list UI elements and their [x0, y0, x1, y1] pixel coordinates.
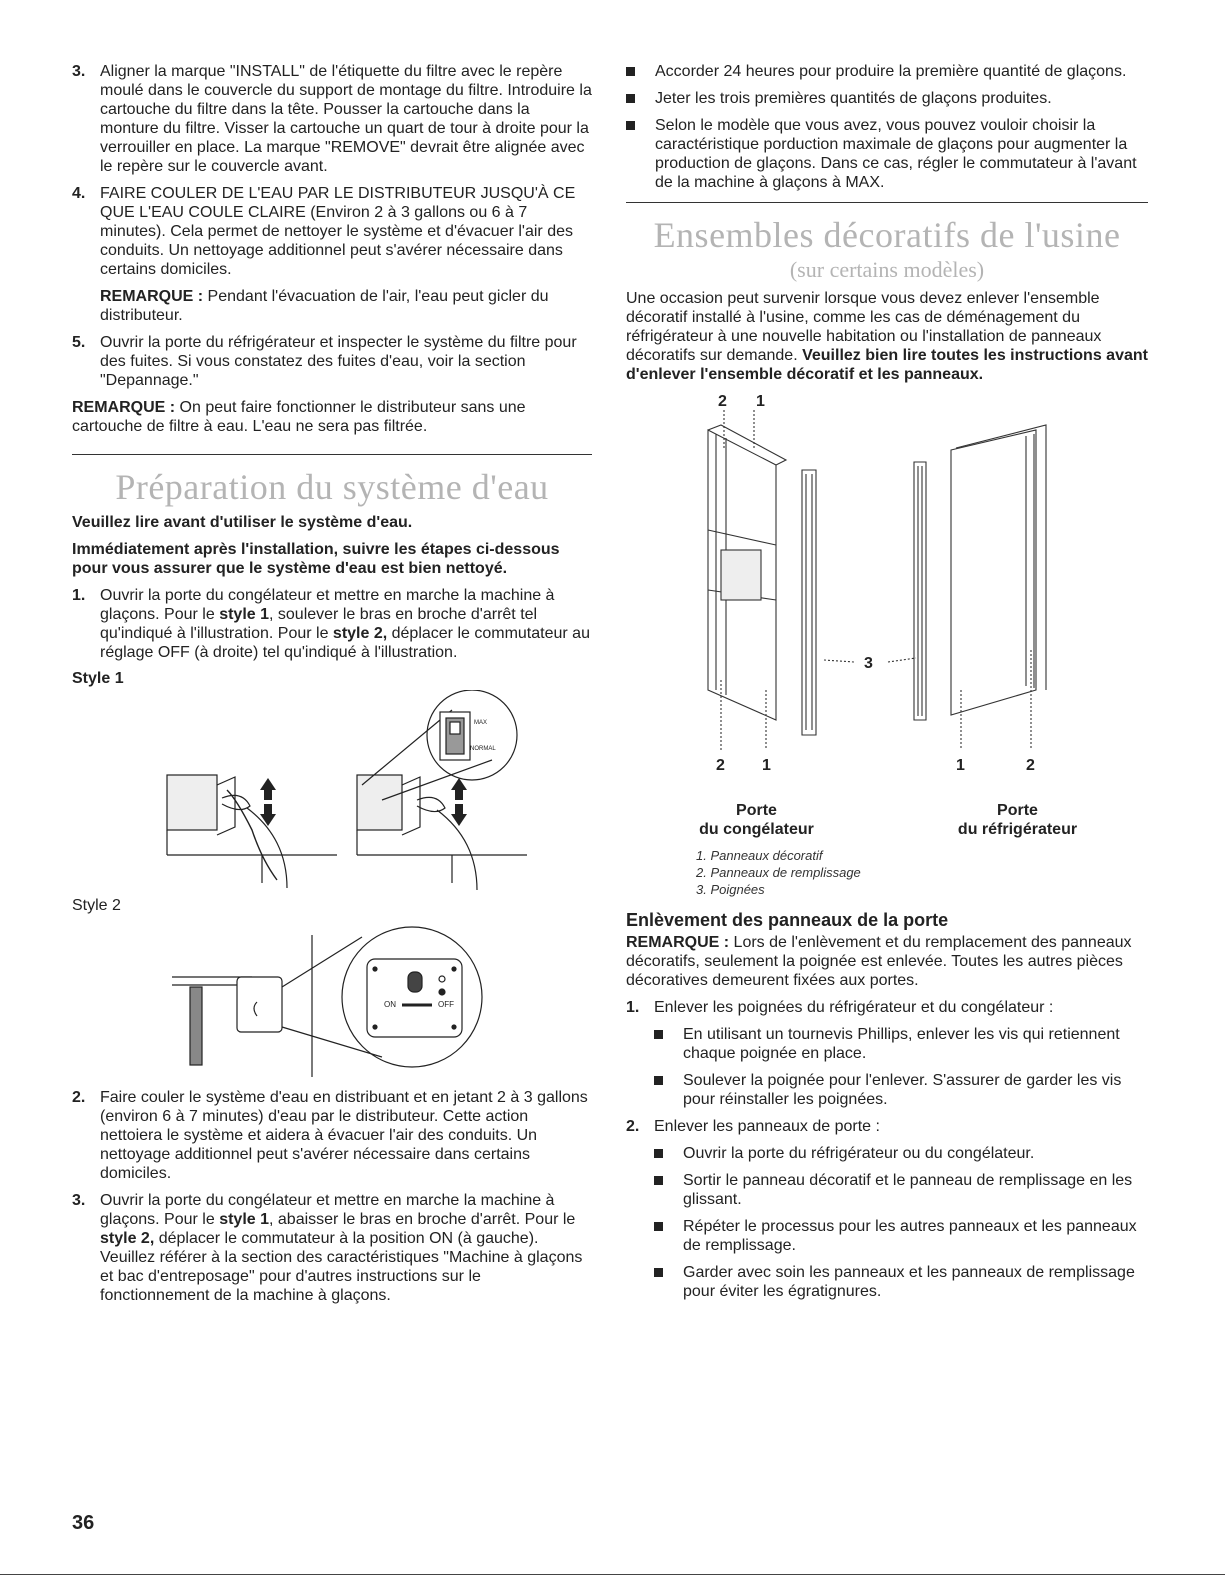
normal-label: NORMAL [470, 746, 496, 752]
step-text: Enlever les poignées du réfrigérateur et du congélateur : [654, 999, 1054, 1016]
callout-2-fridge: 2 [1026, 757, 1035, 774]
panel-remark [626, 933, 1148, 990]
bullet-text: Soulever la poignée pour l'enlever. S'assurer de garder les vis pour réinstaller les poignées. [683, 1072, 1122, 1108]
fridge-door-label: Porte du réfrigérateur [957, 802, 1078, 838]
legend-item: 1. Panneaux décoratif [696, 848, 823, 863]
section-title-water-system: Préparation du système d'eau [115, 467, 549, 507]
bullet-square-icon [626, 67, 635, 76]
bullet-item [654, 1144, 1148, 1163]
door-labels [626, 801, 1148, 839]
section-divider [72, 454, 592, 455]
style-1-label: Style 1 [72, 670, 124, 687]
callout-1-top: 1 [756, 393, 765, 410]
bottom-rule [0, 1574, 1225, 1575]
style-1-illustration [72, 690, 592, 890]
bullet-square-icon [654, 1222, 663, 1231]
removal-step-1 [626, 998, 1148, 1017]
immediately-after-note: Immédiatement après l'installation, suivre les étapes ci-dessous pour vous assurer que le système d'eau est bien nettoyé. [72, 541, 560, 577]
freezer-door-label: Porte du congélateur [699, 802, 814, 838]
bullet-item [626, 89, 1148, 108]
page-number: 36 [72, 1512, 95, 1534]
step-text: Aligner la marque "INSTALL" de l'étiquette du filtre avec le repère moulé dans le couvercle du support de montage du filtre. Introduire la cartouche du filtre dans la tête. Pousser la cartouche dans la monture du filtre. Visser la cartouche un quart de tour à droite pour la verrouiller en place. La marque "REMOVE" devrait être alignée avec le repère sur le couvercle avant. [100, 63, 592, 175]
door-panels-diagram [626, 390, 1148, 790]
step-number: 1. [626, 999, 640, 1016]
callout-2-top: 2 [718, 393, 727, 410]
callout-2-freezer: 2 [716, 757, 725, 774]
step-text [100, 1191, 592, 1305]
step-number: 1. [72, 587, 86, 604]
bold-run: style 1 [219, 1211, 269, 1228]
bullet-square-icon [626, 94, 635, 103]
bullet-item [654, 1071, 1148, 1109]
on-label: ON [384, 1000, 396, 1009]
filter-remark [72, 398, 592, 436]
bullet-square-icon [626, 121, 635, 130]
removal-step-2 [626, 1117, 1148, 1136]
step-number: 3. [72, 63, 86, 80]
step-4-note [100, 287, 592, 325]
prep-step-2 [72, 1088, 592, 1183]
bullet-item [654, 1217, 1148, 1255]
off-label: OFF [438, 1000, 454, 1009]
step-5-inspect [72, 333, 592, 390]
bullet-text: Jeter les trois premières quantités de glaçons produites. [655, 90, 1052, 107]
step-text [100, 586, 592, 662]
removal-step-2-bullets [654, 1144, 1148, 1301]
max-label: MAX [474, 720, 488, 726]
bullet-square-icon [654, 1076, 663, 1085]
step-number: 4. [72, 185, 86, 202]
step-number: 2. [626, 1118, 640, 1135]
prep-step-3 [72, 1191, 592, 1305]
right-column [626, 62, 1148, 1309]
bullet-text: Ouvrir la porte du réfrigérateur ou du congélateur. [683, 1145, 1035, 1162]
bullet-text: Garder avec soin les panneaux et les panneaux de remplissage pour éviter les égratignures. [683, 1264, 1135, 1300]
bullet-text: Selon le modèle que vous avez, vous pouvez vouloir choisir la caractéristique porduction maximale de glaçons pour augmenter la production de glaçons. Dans ce cas, régler le commutateur à l'avant de la machine à glaçons à MAX. [655, 117, 1137, 191]
step-number: 3. [72, 1192, 86, 1209]
section-divider [626, 202, 1148, 203]
bullet-item [654, 1263, 1148, 1301]
left-column [72, 62, 592, 1313]
bold-run: Veuillez bien lire toutes les instructions avant d'enlever l'ensemble décoratif et les panneaux. [626, 347, 1148, 383]
remark-label: REMARQUE : [626, 934, 730, 951]
bullet-text: Accorder 24 heures pour produire la première quantité de glaçons. [655, 63, 1127, 80]
bullet-item [654, 1171, 1148, 1209]
remark-text: Lors de l'enlèvement et du remplacement des panneaux décoratifs, seulement la poignée est enlevée. Toutes les autres pièces décoratives demeurent fixées aux portes. [626, 934, 1132, 989]
remark-text: On peut faire fonctionner le distributeur sans une cartouche de filtre à eau. L'eau ne sera pas filtrée. [72, 399, 526, 435]
text-run: , abaisser le bras en broche d'arrêt. Pour le [269, 1211, 576, 1228]
callout-1-freezer: 1 [762, 757, 771, 774]
figure-legend [696, 847, 1148, 898]
legend-item: 2. Panneaux de remplissage [696, 865, 861, 880]
step-text: Faire couler le système d'eau en distribuant et en jetant 2 à 3 gallons (environ 6 à 7 minutes) d'eau par le distributeur. Cette action nettoiera le système et aidera à évacuer l'air des conduits. Un nettoyage additionnel peut s'avérer nécessaire dans certains domiciles. [100, 1089, 588, 1182]
style-2-label: Style 2 [72, 897, 121, 914]
text-run: , soulever le bras en broche d'arrêt tel qu'indiqué à l'illustration. Pour le [100, 606, 538, 642]
style-2-illustration [72, 917, 592, 1077]
remark-label: REMARQUE : [72, 399, 176, 416]
bullet-square-icon [654, 1176, 663, 1185]
step-text: Ouvrir la porte du réfrigérateur et inspecter le système du filtre pour des fuites. Si vous constatez des fuites d'eau, voir la section "Depannage." [100, 334, 577, 389]
callout-3-handles: 3 [864, 655, 873, 672]
bullet-square-icon [654, 1149, 663, 1158]
step-text: FAIRE COULER DE L'EAU PAR LE DISTRIBUTEUR JUSQU'À CE QUE L'EAU COULE CLAIRE (Environ 2 à 3 gallons ou 6 à 7 minutes). Cela permet de nettoyer le système et d'évacuer l'air des conduits. Un nettoyage additionnel peut s'avérer nécessaire dans certains domiciles. [100, 185, 576, 278]
bullet-text: En utilisant un tournevis Phillips, enlever les vis qui retiennent chaque poignée en place. [683, 1026, 1120, 1062]
section-subtitle: (sur certains modèles) [789, 257, 985, 282]
step-3-filter [72, 62, 592, 176]
bullet-item [654, 1025, 1148, 1063]
bullet-text: Répéter le processus pour les autres panneaux et les panneaux de remplissage. [683, 1218, 1137, 1254]
subhead-panel-removal: Enlèvement des panneaux de la porte [626, 910, 949, 930]
note-text: Pendant l'évacuation de l'air, l'eau peut gicler du distributeur. [100, 288, 549, 324]
prep-step-1 [72, 586, 592, 662]
bullet-text: Sortir le panneau décoratif et le panneau de remplissage en les glissant. [683, 1172, 1133, 1208]
text-run: Ouvrir la porte du congélateur et mettre en marche la machine à glaçons. Pour le [100, 1192, 555, 1228]
callout-1-fridge: 1 [956, 757, 965, 774]
bold-run: style 2, [332, 625, 388, 642]
text-run: Ouvrir la porte du congélateur et mettre en marche la machine à glaçons. Pour le [100, 587, 555, 623]
text-run: Une occasion peut survenir lorsque vous devez enlever l'ensemble décoratif installé à l'usine, comme les cas de déménagement du réfrigérateur à une nouvelle habitation ou l'installation de panneaux décoratifs sur demande. [626, 290, 1102, 364]
decor-intro [626, 289, 1148, 384]
text-run: déplacer le commutateur au réglage OFF (à droite) tel qu'indiqué à l'illustration. [100, 625, 590, 661]
legend-item: 3. Poignées [696, 882, 765, 897]
bold-run: style 1 [219, 606, 269, 623]
read-before-note: Veuillez lire avant d'utiliser le système d'eau. [72, 514, 413, 531]
bold-run: style 2, [100, 1230, 155, 1247]
step-4-flush [72, 184, 592, 279]
bullet-square-icon [654, 1268, 663, 1277]
removal-step-1-bullets [654, 1025, 1148, 1109]
bullet-item [626, 116, 1148, 192]
section-title-decor-sets: Ensembles décoratifs de l'usine [653, 215, 1121, 255]
bullet-item [626, 62, 1148, 81]
note-label: REMARQUE : [100, 288, 204, 305]
step-number: 2. [72, 1089, 86, 1106]
step-number: 5. [72, 334, 86, 351]
text-run: déplacer le commutateur à la position ON (à gauche). Veuillez référer à la section des caractéristiques "Machine à glaçons et bac d'entreposage" pour d'autres instructions sur le fonctionnement de la machine à glaçons. [100, 1230, 583, 1304]
step-text: Enlever les panneaux de porte : [654, 1118, 880, 1135]
bullet-square-icon [654, 1030, 663, 1039]
